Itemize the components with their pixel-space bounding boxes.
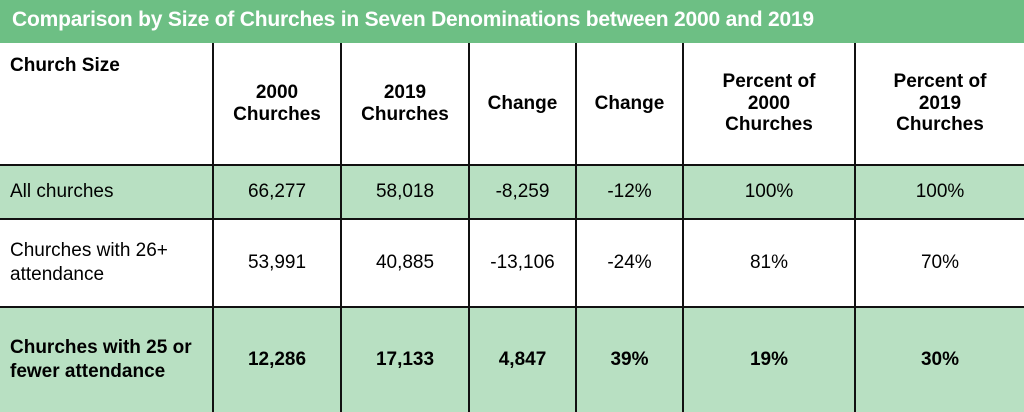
header-line-2: Churches bbox=[361, 103, 449, 125]
column-header-change-count: Change bbox=[469, 43, 576, 165]
row-label: Churches with 25 or fewer attendance bbox=[0, 307, 213, 412]
table-header-row bbox=[0, 43, 1024, 165]
cell-percent-of-2000: 19% bbox=[683, 307, 855, 412]
cell-churches-2000: 53,991 bbox=[213, 219, 341, 307]
cell-churches-2000: 66,277 bbox=[213, 165, 341, 219]
column-header-2000-churches bbox=[213, 43, 341, 165]
column-header-percent-of-2000 bbox=[683, 43, 855, 165]
cell-percent-of-2000: 100% bbox=[683, 165, 855, 219]
table-row bbox=[0, 165, 1024, 219]
cell-churches-2019: 40,885 bbox=[341, 219, 469, 307]
cell-change-percent: -12% bbox=[576, 165, 683, 219]
church-size-comparison-table bbox=[0, 43, 1024, 412]
header-line-2: 2019 bbox=[918, 92, 962, 114]
header-line-1: Percent of bbox=[722, 70, 816, 92]
cell-churches-2019: 17,133 bbox=[341, 307, 469, 412]
table-row bbox=[0, 307, 1024, 412]
column-header-percent-of-2019 bbox=[855, 43, 1024, 165]
column-header-2019-churches bbox=[341, 43, 469, 165]
cell-percent-of-2000: 81% bbox=[683, 219, 855, 307]
header-line-2: Churches bbox=[233, 103, 321, 125]
cell-change-count: -13,106 bbox=[469, 219, 576, 307]
cell-churches-2019: 58,018 bbox=[341, 165, 469, 219]
column-header-change-percent: Change bbox=[576, 43, 683, 165]
cell-percent-of-2019: 100% bbox=[855, 165, 1024, 219]
cell-percent-of-2019: 70% bbox=[855, 219, 1024, 307]
cell-change-percent: -24% bbox=[576, 219, 683, 307]
row-label: All churches bbox=[0, 165, 213, 219]
cell-percent-of-2019: 30% bbox=[855, 307, 1024, 412]
header-line-1: 2019 bbox=[383, 81, 427, 103]
table-title: Comparison by Size of Churches in Seven Denominations between 2000 and 2019 bbox=[0, 0, 1024, 43]
header-line-1: Percent of bbox=[893, 70, 987, 92]
cell-change-count: 4,847 bbox=[469, 307, 576, 412]
table-row bbox=[0, 219, 1024, 307]
header-line-2: 2000 bbox=[747, 92, 791, 114]
header-line-3: Churches bbox=[896, 114, 984, 136]
header-line-1: 2000 bbox=[255, 81, 299, 103]
row-label: Churches with 26+ attendance bbox=[0, 219, 213, 307]
column-header-church-size: Church Size bbox=[0, 43, 213, 165]
header-line-3: Churches bbox=[725, 114, 813, 136]
cell-change-percent: 39% bbox=[576, 307, 683, 412]
cell-churches-2000: 12,286 bbox=[213, 307, 341, 412]
cell-change-count: -8,259 bbox=[469, 165, 576, 219]
